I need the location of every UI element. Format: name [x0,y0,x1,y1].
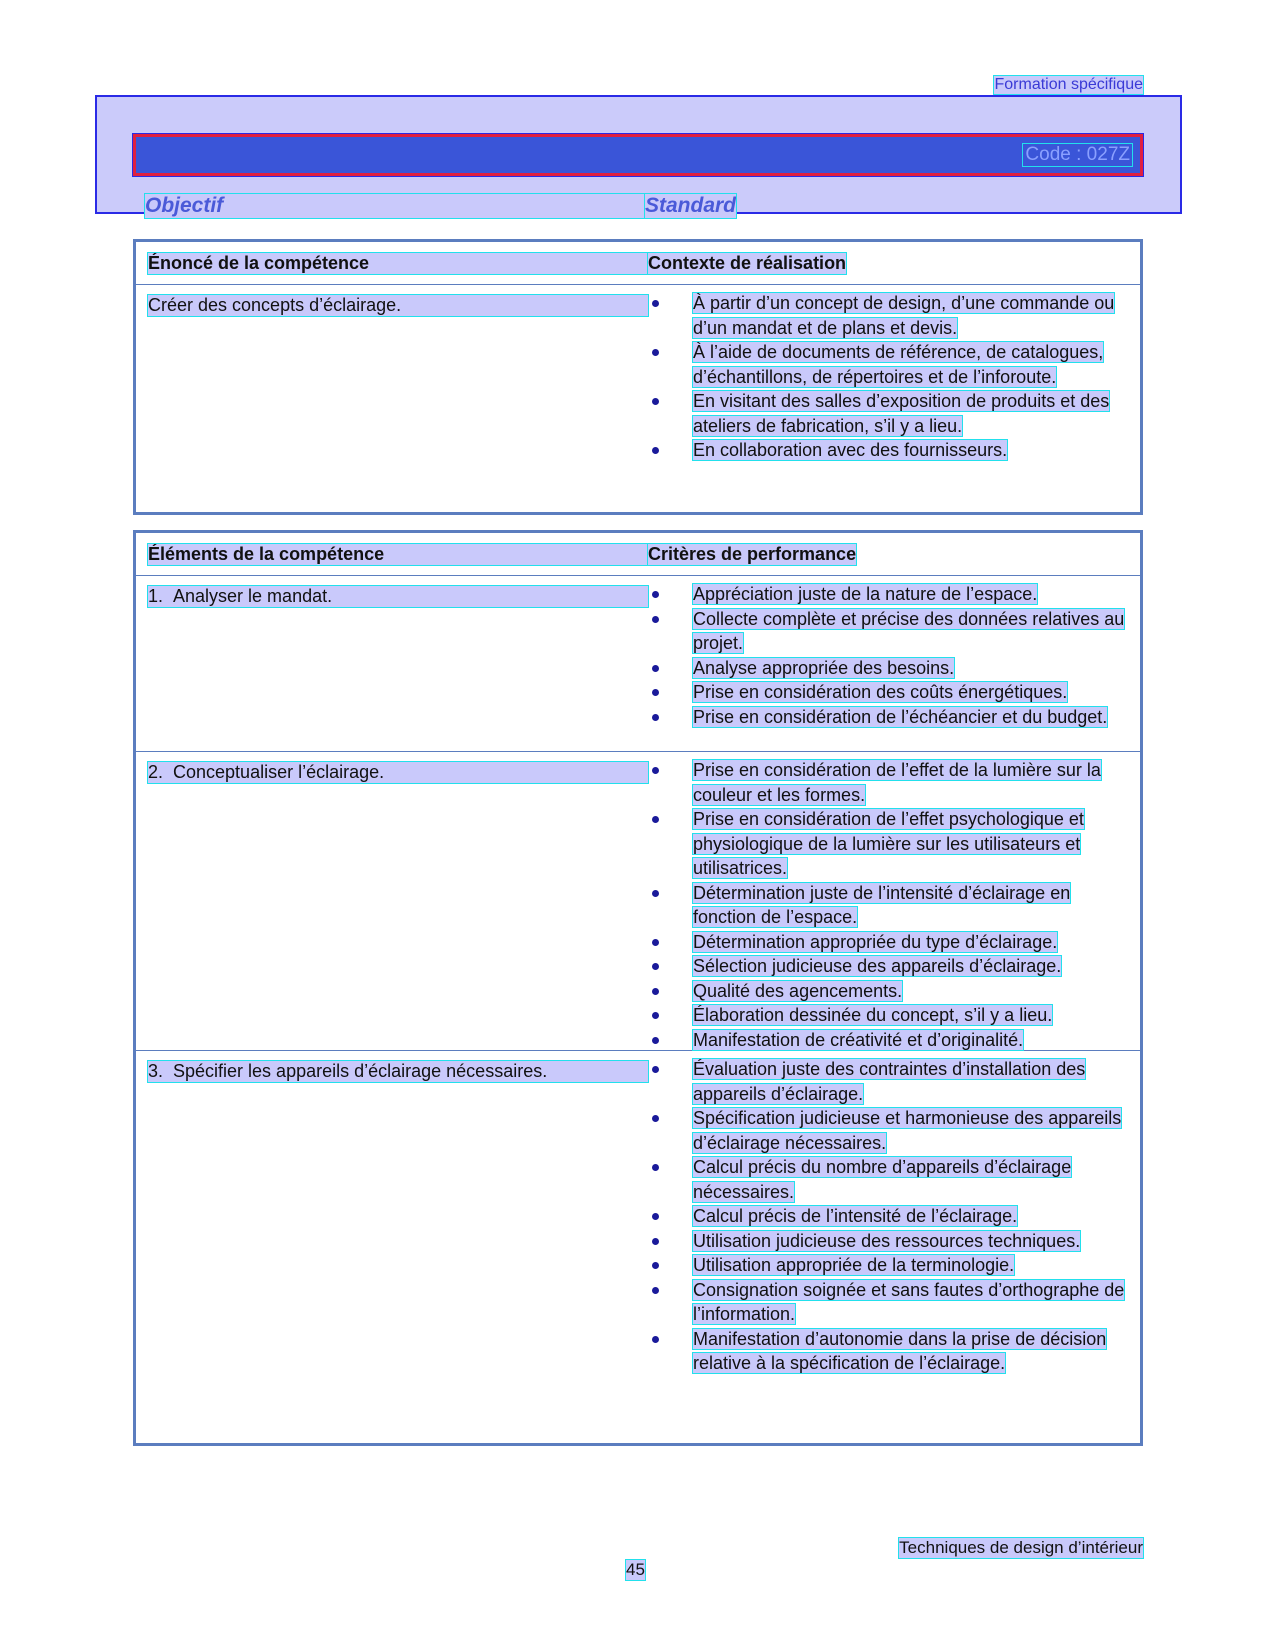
enonce-header: Énoncé de la compétence [148,253,648,274]
enonce-table-header [136,242,1140,285]
criterion-item: En visitant des salles d’exposition de produits et des ateliers de fabrication, s’il y a lieu. [648,389,1128,438]
criterion-item: Sélection judicieuse des appareils d’éclairage. [648,954,1128,979]
footer-program: Techniques de design d’intérieur [899,1538,1143,1557]
element-label: 3. Spécifier les appareils d’éclairage nécessaires. [148,1061,648,1082]
criteres-header: Critères de performance [648,544,857,564]
tab-objectif: Objectif [145,194,645,218]
criterion-item: Utilisation appropriée de la terminologie. [648,1253,1128,1278]
criterion-item: Analyse appropriée des besoins. [648,656,1128,681]
elements-header: Éléments de la compétence [148,544,648,565]
elements-table-header [136,533,1140,576]
criterion-item: Calcul précis de l’intensité de l’éclairage. [648,1204,1128,1229]
header-label: Formation spécifique [994,76,1143,93]
criterion-item: Détermination juste de l’intensité d’éclairage en fonction de l’espace. [648,881,1128,930]
criterion-item: À l’aide de documents de référence, de catalogues, d’échantillons, de répertoires et de l’inforoute. [648,340,1128,389]
criterion-item: En collaboration avec des fournisseurs. [648,438,1128,463]
criterion-item: Manifestation de créativité et d’originalité. [648,1028,1128,1053]
element-row [136,576,1140,752]
competency-statement: Créer des concepts d’éclairage. [148,295,648,316]
criterion-item: À partir d’un concept de design, d’une commande ou d’un mandat et de plans et devis. [648,291,1128,340]
contexte-header: Contexte de réalisation [648,253,847,273]
criterion-item: Élaboration dessinée du concept, s’il y a lieu. [648,1003,1128,1028]
context-list [648,291,1128,463]
competency-code: Code : 027Z [1025,144,1130,165]
criterion-item: Détermination appropriée du type d’éclairage. [648,930,1128,955]
element-row [136,1051,1140,1441]
criterion-item: Manifestation d’autonomie dans la prise de décision relative à la spécification de l’éclairage. [648,1327,1128,1376]
criterion-item: Prise en considération de l’échéancier et du budget. [648,705,1128,730]
criterion-item: Prise en considération des coûts énergétiques. [648,680,1128,705]
criterion-item: Appréciation juste de la nature de l’espace. [648,582,1128,607]
criterion-item: Utilisation judicieuse des ressources techniques. [648,1229,1128,1254]
enonce-table [133,239,1143,515]
enonce-row [136,285,1140,513]
criterion-item: Prise en considération de l’effet de la lumière sur la couleur et les formes. [648,758,1128,807]
criterion-item: Calcul précis du nombre d’appareils d’éclairage nécessaires. [648,1155,1128,1204]
criterion-item: Évaluation juste des contraintes d’installation des appareils d’éclairage. [648,1057,1128,1106]
element-row [136,752,1140,1051]
criterion-item: Spécification judicieuse et harmonieuse des appareils d’éclairage nécessaires. [648,1106,1128,1155]
criterion-item: Consignation soignée et sans fautes d’orthographe de l’information. [648,1278,1128,1327]
tab-standard: Standard [645,194,737,217]
criteria-list [648,582,1128,729]
page-number: 45 [626,1560,645,1579]
element-label: 2. Conceptualiser l’éclairage. [148,762,648,783]
criterion-item: Collecte complète et précise des données relatives au projet. [648,607,1128,656]
element-label: 1. Analyser le mandat. [148,586,648,607]
criteria-list [648,758,1128,1052]
code-bar [133,134,1143,176]
elements-table [133,530,1143,1446]
criterion-item: Prise en considération de l’effet psychologique et physiologique de la lumière sur les utilisateurs et utilisatrices. [648,807,1128,881]
criterion-item: Qualité des agencements. [648,979,1128,1004]
criteria-list [648,1057,1128,1376]
